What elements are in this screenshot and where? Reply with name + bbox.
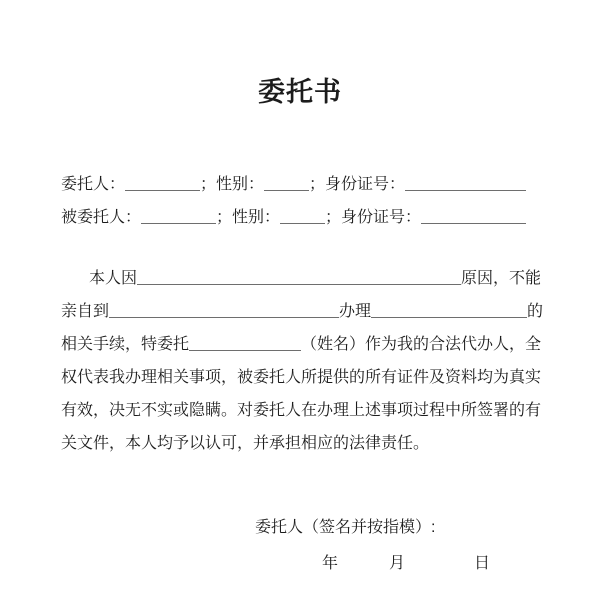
text-segment: ；身份证号： xyxy=(325,209,422,226)
blank-field xyxy=(137,268,461,285)
blank-field xyxy=(189,334,301,351)
signature-label: 委托人（签名并按指模）: xyxy=(255,519,436,536)
text-segment: （姓名）作为我的合法代办人，全 xyxy=(301,336,542,353)
blank-field xyxy=(125,174,200,191)
blank-field xyxy=(405,174,526,191)
date-day-label: 日 xyxy=(474,555,491,572)
date-line xyxy=(0,553,600,575)
party-info-row xyxy=(61,168,545,201)
blank-field xyxy=(280,207,325,224)
text-segment: 本人因 xyxy=(89,270,138,287)
blank-field xyxy=(109,301,339,318)
text-segment: 亲自到 xyxy=(61,303,110,320)
body-line xyxy=(61,394,545,427)
text-segment: 办理 xyxy=(339,303,372,320)
text-segment: 的 xyxy=(527,303,544,320)
body-line xyxy=(61,328,545,361)
party-info-row xyxy=(61,201,545,234)
body-line xyxy=(61,361,545,394)
text-segment: ；性别： xyxy=(200,176,265,193)
blank-field xyxy=(141,207,216,224)
document-title: 委托书 xyxy=(258,77,342,107)
date-year-label: 年 xyxy=(322,555,339,572)
text-segment: ；性别： xyxy=(216,209,281,226)
blank-field xyxy=(421,207,526,224)
text-segment: 被委托人： xyxy=(61,209,142,226)
text-segment: 相关手续，特委托 xyxy=(61,336,190,353)
text-segment: ；身份证号： xyxy=(309,176,406,193)
blank-field xyxy=(264,174,309,191)
body-paragraph xyxy=(61,262,545,460)
text-segment: 关文件，本人均予以认可，并承担相应的法律责任。 xyxy=(61,435,430,452)
blank-field xyxy=(371,301,527,318)
party-info-section xyxy=(61,168,545,234)
text-segment: 权代表我办理相关事项，被委托人所提供的所有证件及资料均为真实 xyxy=(61,369,542,386)
body-line xyxy=(61,262,545,295)
text-segment: 原因，不能 xyxy=(461,270,542,287)
body-line xyxy=(61,427,545,460)
body-line xyxy=(61,295,545,328)
indent-spacer xyxy=(61,282,89,283)
date-month-label: 月 xyxy=(389,555,406,572)
text-segment: 有效，决无不实或隐瞒。对委托人在办理上述事项过程中所签署的有 xyxy=(61,402,542,419)
text-segment: 委托人： xyxy=(61,176,126,193)
